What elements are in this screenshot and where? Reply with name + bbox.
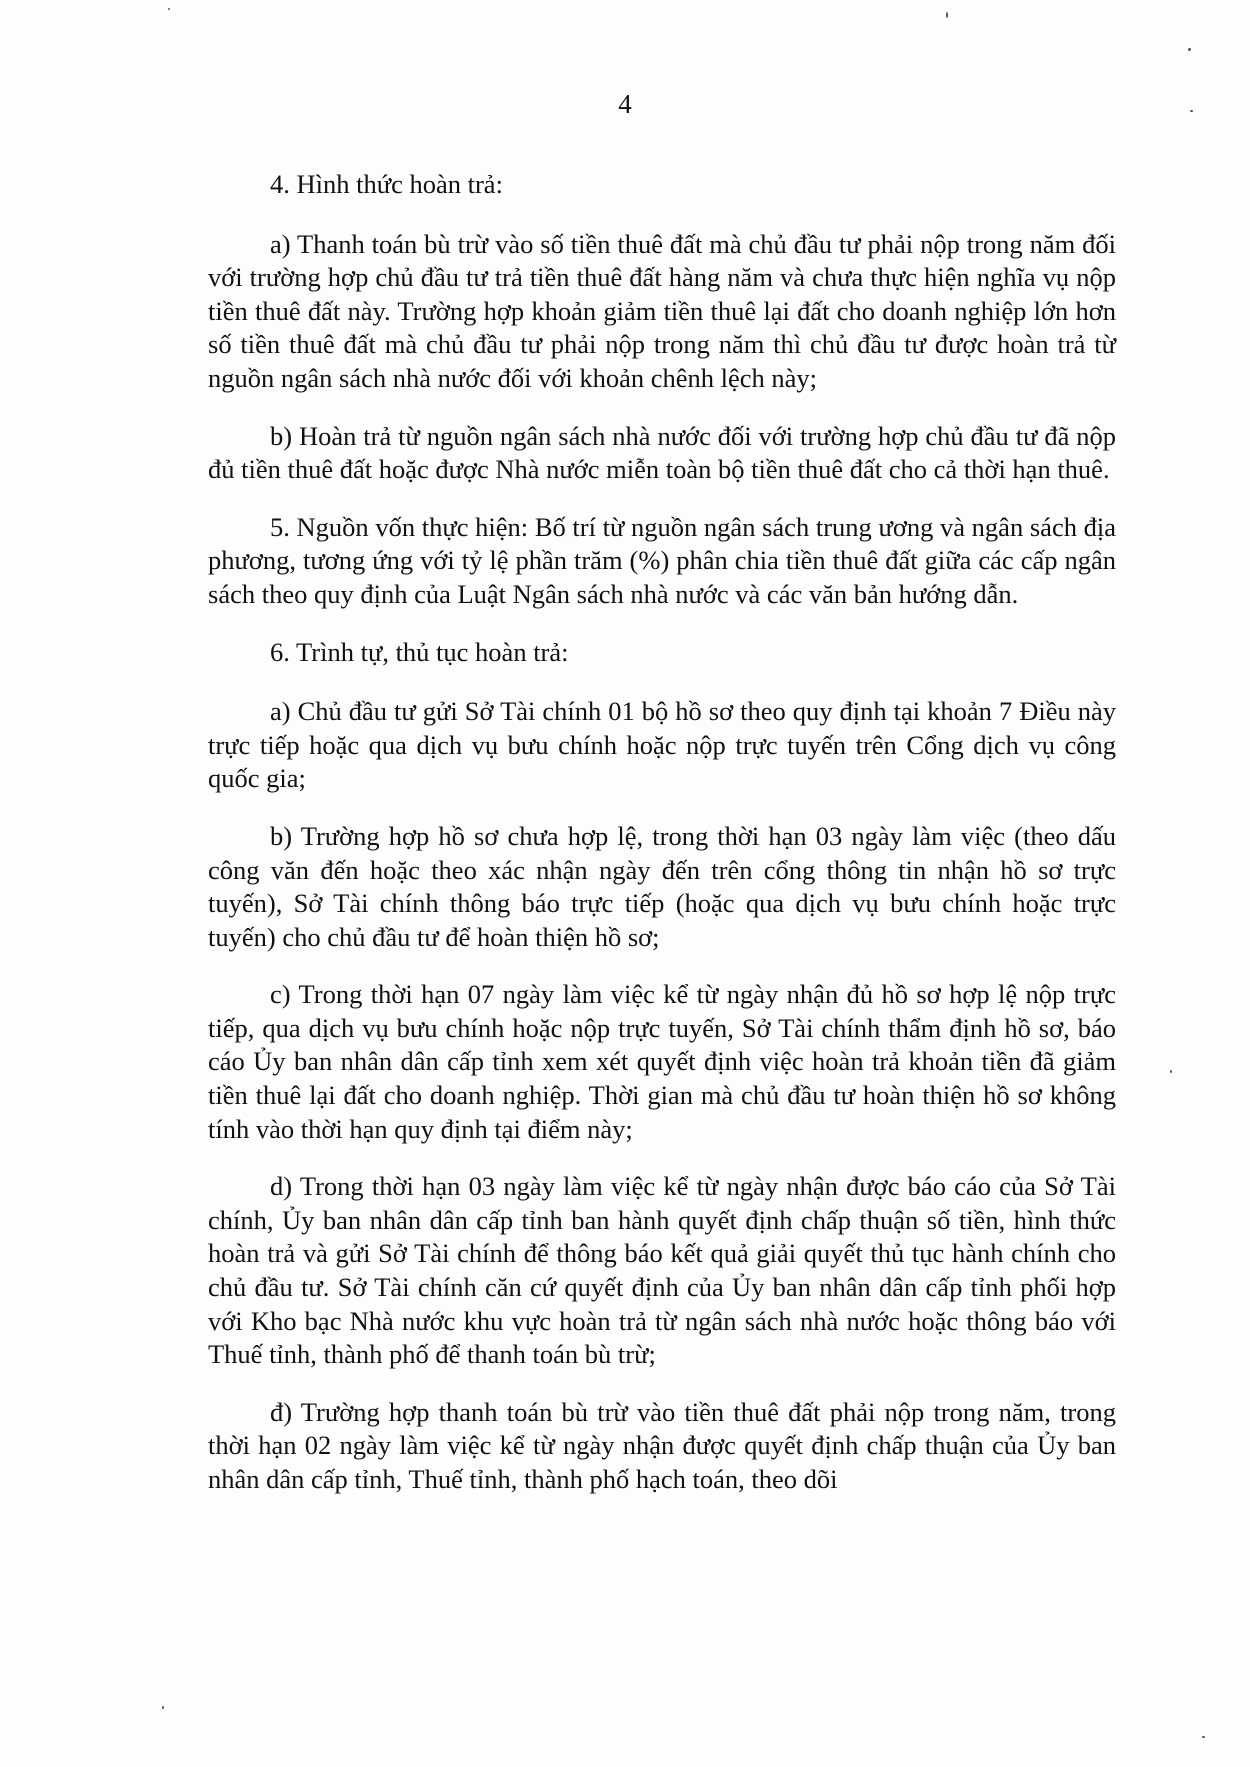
- scan-speck: [1190, 110, 1193, 112]
- section-4-heading: 4. Hình thức hoàn trả:: [270, 169, 503, 199]
- paragraph-6b: b) Trường hợp hồ sơ chưa hợp lệ, trong thời hạn 03 ngày làm việc (theo dấu công văn đến hoặc theo xác nhận ngày đến trên cổng thông tin nhận hồ sơ trực tuyến), Sở Tài chính thông báo trực tiếp (hoặc qua dịch vụ bưu chính hoặc trực tuyến) cho chủ đầu tư để hoàn thiện hồ sơ;: [208, 820, 1116, 952]
- scan-speck: [1170, 1070, 1172, 1073]
- scan-speck: [1202, 1736, 1205, 1738]
- paragraph-4a: a) Thanh toán bù trừ vào số tiền thuê đất mà chủ đầu tư phải nộp trong năm đối với trường hợp chủ đầu tư trả tiền thuê đất hàng năm và chưa thực hiện nghĩa vụ nộp tiền thuê đất này. Trường hợp khoản giảm tiền thuê lại đất cho doanh nghiệp lớn hơn số tiền thuê đất mà chủ đầu tư phải nộp trong năm thì chủ đầu tư được hoàn trả từ nguồn ngân sách nhà nước đối với khoản chênh lệch này;: [208, 228, 1116, 393]
- paragraph-6a: a) Chủ đầu tư gửi Sở Tài chính 01 bộ hồ sơ theo quy định tại khoản 7 Điều này trực tiếp hoặc qua dịch vụ bưu chính hoặc nộp trực tuyến trên Cổng dịch vụ công quốc gia;: [208, 696, 1116, 794]
- paragraph-6c: c) Trong thời hạn 07 ngày làm việc kể từ ngày nhận đủ hồ sơ hợp lệ nộp trực tiếp, qua dịch vụ bưu chính hoặc nộp trực tuyến, Sở Tài chính thẩm định hồ sơ, báo cáo Ủy ban nhân dân cấp tỉnh xem xét quyết định việc hoàn trả khoản tiền đã giảm tiền thuê lại đất cho doanh nghiệp. Thời gian mà chủ đầu tư hoàn thiện hồ sơ không tính vào thời hạn quy định tại điểm này;: [208, 979, 1116, 1144]
- section-5-paragraph: 5. Nguồn vốn thực hiện: Bố trí từ nguồn ngân sách trung ương và ngân sách địa phương, tương ứng với tỷ lệ phần trăm (%) phân chia tiền thuê đất giữa các cấp ngân sách theo quy định của Luật Ngân sách nhà nước và các văn bản hướng dẫn.: [208, 511, 1116, 609]
- scan-speck: [946, 12, 948, 18]
- document-body: [208, 168, 1116, 1521]
- scan-speck: [1188, 48, 1191, 51]
- paragraph-6d: d) Trong thời hạn 03 ngày làm việc kể từ ngày nhận được báo cáo của Sở Tài chính, Ủy ban nhân dân cấp tỉnh ban hành quyết định chấp thuận số tiền, hình thức hoàn trả và gửi Sở Tài chính để thông báo kết quả giải quyết thủ tục hành chính cho chủ đầu tư. Sở Tài chính căn cứ quyết định của Ủy ban nhân dân cấp tỉnh phối hợp với Kho bạc Nhà nước khu vực hoàn trả từ ngân sách nhà nước hoặc thông báo với Thuế tỉnh, thành phố để thanh toán bù trừ;: [208, 1171, 1116, 1370]
- page-number: 4: [618, 89, 632, 119]
- paragraph-6dd: đ) Trường hợp thanh toán bù trừ vào tiền thuê đất phải nộp trong năm, trong thời hạn 02 ngày làm việc kể từ ngày nhận được quyết định chấp thuận của Ủy ban nhân dân cấp tỉnh, Thuế tỉnh, thành phố hạch toán, theo dõi: [208, 1396, 1116, 1494]
- paragraph-4b: b) Hoàn trả từ nguồn ngân sách nhà nước đối với trường hợp chủ đầu tư đã nộp đủ tiền thuê đất hoặc được Nhà nước miễn toàn bộ tiền thuê đất cho cả thời hạn thuê.: [208, 420, 1116, 485]
- scan-speck: [168, 8, 170, 10]
- section-6-heading: 6. Trình tự, thủ tục hoàn trả:: [270, 636, 569, 667]
- scan-speck: [162, 1706, 164, 1709]
